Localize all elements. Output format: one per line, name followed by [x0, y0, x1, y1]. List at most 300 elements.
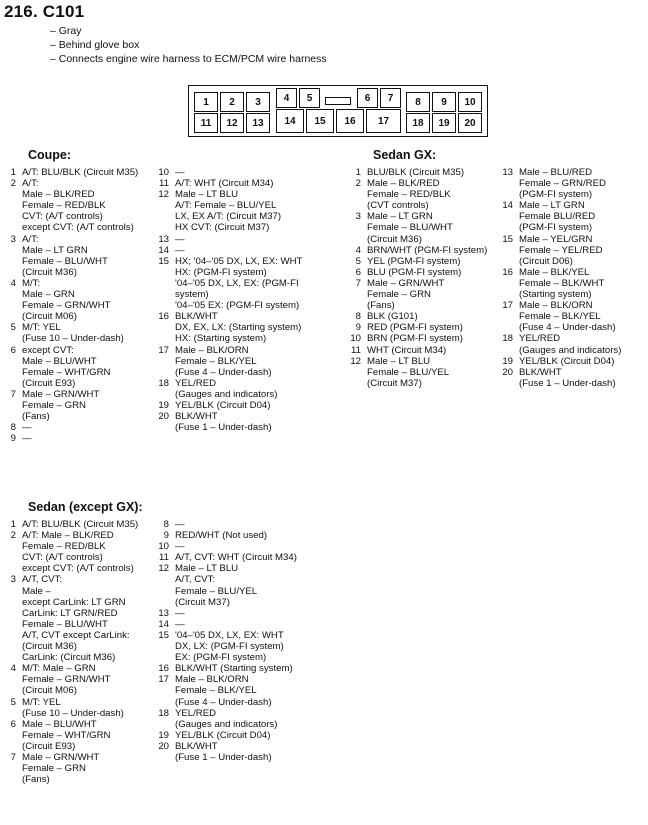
pin-entry	[2, 530, 138, 574]
pin-description	[175, 178, 273, 189]
pin-description	[175, 552, 297, 563]
pin-entry	[499, 356, 621, 367]
pin-description-line: Female – BLK/YEL	[519, 311, 601, 323]
pin-description-line: YEL/BLK (Circuit D04)	[519, 355, 615, 367]
pin-entry	[2, 752, 138, 785]
pin-entry	[2, 663, 138, 696]
pin-entry	[2, 389, 138, 422]
pin-description	[175, 345, 272, 378]
pin-description-line: BRN/WHT (PGM-FI system)	[367, 244, 488, 256]
pin-description	[519, 300, 616, 333]
pin-description	[367, 178, 451, 211]
pin-description	[22, 530, 134, 574]
pin-description	[175, 311, 301, 344]
pin-description-line: (Fuse 4 – Under-dash)	[175, 366, 272, 378]
pin-description-line: (Fuse 1 – Under-dash)	[175, 422, 272, 434]
pin-description	[22, 234, 108, 278]
pin-entry	[2, 574, 138, 663]
pin-description-line: Male – BLK/ORN	[175, 344, 249, 356]
pin-description-line: (Circuit M36)	[367, 233, 422, 245]
pin-description-line: (Circuit E93)	[22, 377, 76, 389]
pin-description-line: Female – BLU/YEL	[175, 585, 258, 597]
coupe-pin-list-1	[2, 167, 138, 444]
pin-description	[367, 278, 444, 311]
pin-description-line: DX, EX, LX: (Starting system)	[175, 322, 302, 334]
pin-entry	[499, 333, 621, 355]
pin-description-line: A/T: Female – BLU/YEL	[175, 200, 277, 212]
pin-entry	[155, 563, 297, 607]
pin-number: 14	[502, 200, 513, 212]
pin-number: 12	[158, 189, 169, 201]
pin-number: 2	[10, 530, 16, 542]
pin-description-line: Male – LT GRN	[367, 211, 433, 223]
pin-number: 16	[158, 663, 169, 675]
pin-number: 17	[158, 674, 169, 686]
pin-8: 8	[406, 92, 430, 112]
pin-description-line: Female – GRN/RED	[519, 178, 606, 190]
pin-description-line: Male – GRN	[22, 289, 75, 301]
pin-description	[519, 367, 616, 389]
pin-description-line: (Fuse 4 – Under-dash)	[519, 322, 616, 334]
pin-description-line: Male – BLU/WHT	[22, 718, 97, 730]
pin-entry	[155, 234, 302, 245]
pin-description	[175, 519, 185, 530]
pin-description-line: (Starting system)	[519, 289, 592, 301]
pin-description-line: Female – GRN/WHT	[22, 674, 111, 686]
pin-number: 3	[10, 233, 16, 245]
pin-entry	[155, 663, 297, 674]
pin-description-line: (PGM-FI system)	[519, 222, 593, 234]
pin-description	[175, 663, 293, 674]
pin-number: 14	[158, 618, 169, 630]
pin-description-line: except CVT: (A/T controls)	[22, 222, 134, 234]
pin-description	[367, 256, 460, 267]
pin-description-line: Female – BLK/WHT	[519, 277, 605, 289]
pin-entry	[155, 167, 302, 178]
pin-description	[367, 211, 453, 244]
pin-description-line: Male – LT GRN	[519, 200, 585, 212]
pin-description-line: Female – WHT/GRN	[22, 366, 111, 378]
pin-description-line: CarLink: LT GRN/RED	[22, 607, 118, 619]
pin-description	[367, 267, 461, 278]
pin-entry	[347, 333, 487, 344]
pin-number: 3	[10, 574, 16, 586]
pin-entry	[155, 730, 297, 741]
pin-description	[367, 333, 463, 344]
pin-description-line: Male – LT GRN	[22, 244, 88, 256]
pin-description-line: YEL/BLK (Circuit D04)	[175, 399, 271, 411]
pin-description-line: Male – BLK/YEL	[519, 266, 590, 278]
pin-description	[175, 245, 185, 256]
pin-description-line: —	[175, 519, 185, 530]
pin-3: 3	[246, 92, 270, 112]
connector-key	[325, 97, 351, 105]
pin-description-line: Male – BLK/RED	[22, 189, 95, 201]
pin-number: 19	[502, 355, 513, 367]
pin-description-line: system)	[175, 289, 209, 301]
pin-description-line: Female – GRN	[367, 289, 431, 301]
pin-entry	[347, 245, 487, 256]
pin-description-line: (CVT controls)	[367, 200, 429, 212]
pin-number: 18	[158, 377, 169, 389]
pin-description-line: —	[22, 433, 32, 445]
pin-entry	[347, 322, 487, 333]
pin-entry	[499, 367, 621, 389]
pin-description-line: Female – RED/BLK	[367, 189, 451, 201]
pin-entry	[155, 619, 297, 630]
pin-description-line: YEL (PGM-FI system)	[367, 255, 461, 267]
pin-number: 4	[355, 244, 361, 256]
pin-description-line: BLU/BLK (Circuit M35)	[367, 167, 465, 178]
pin-number: 19	[158, 399, 169, 411]
pin-number: 16	[158, 311, 169, 323]
pin-description-line: CVT: (A/T controls)	[22, 552, 103, 564]
pin-description-line: (Circuit M36)	[22, 641, 77, 653]
pin-number: 7	[10, 388, 16, 400]
pin-entry	[155, 708, 297, 730]
pin-number: 11	[351, 344, 361, 356]
pin-description-line: M/T: YEL	[22, 696, 61, 708]
sedan-except-gx-pin-list-2	[155, 519, 297, 763]
pin-description-line: '04–'05 EX: (PGM-FI system)	[175, 300, 300, 312]
pin-description-line: BLK/WHT	[175, 311, 218, 323]
pin-6: 6	[357, 88, 378, 108]
pin-description-line: HX: (Starting system)	[175, 333, 267, 345]
pin-description	[22, 433, 32, 444]
section-title-coupe: Coupe:	[28, 148, 72, 162]
pin-entry	[347, 278, 487, 311]
pin-entry	[499, 300, 621, 333]
pin-number: 13	[158, 233, 169, 245]
pin-description-line: Female – YEL/RED	[519, 244, 603, 256]
pin-description-line: YEL/RED	[175, 707, 217, 719]
pin-description-line: except CarLink: LT GRN	[22, 596, 126, 608]
pin-description-line: (Circuit M37)	[367, 377, 422, 389]
pin-description	[22, 519, 138, 530]
pin-number: 3	[355, 211, 361, 223]
pin-number: 10	[158, 167, 169, 178]
pin-description-line: RED (PGM-FI system)	[367, 322, 463, 334]
pin-entry	[155, 245, 302, 256]
pin-description-line: BLU (PGM-FI system)	[367, 266, 462, 278]
pin-description	[175, 189, 281, 233]
pin-description-line: (Circuit D06)	[519, 255, 573, 267]
pin-description	[519, 333, 621, 355]
pin-18: 18	[406, 113, 430, 133]
pin-entry	[2, 519, 138, 530]
pin-number: 15	[158, 255, 169, 267]
pin-description-line: Male – GRN/WHT	[22, 751, 100, 763]
pin-number: 4	[10, 663, 16, 675]
pin-entry	[155, 541, 297, 552]
pin-description-line: BRN (PGM-FI system)	[367, 333, 463, 345]
pin-number: 11	[159, 552, 169, 564]
pin-description-line: HX CVT: (Circuit M37)	[175, 222, 270, 234]
pin-description-line: Male – LT BLU	[367, 355, 431, 367]
pin-number: 20	[158, 411, 169, 423]
pin-description	[519, 356, 614, 367]
pin-entry	[347, 256, 487, 267]
pin-description	[175, 741, 272, 763]
pin-entry	[155, 378, 302, 400]
section-title-sedan-gx: Sedan GX:	[373, 148, 437, 162]
pin-number: 1	[10, 519, 16, 530]
pin-description	[519, 267, 604, 300]
pin-description	[22, 752, 99, 785]
pin-description-line: BLK/WHT (Starting system)	[175, 663, 293, 675]
pin-description	[22, 278, 111, 322]
pin-description-line: RED/WHT (Not used)	[175, 530, 268, 542]
pin-entry	[2, 178, 138, 233]
pin-description-line: YEL/RED	[175, 377, 217, 389]
pin-9: 9	[432, 92, 456, 112]
pin-description	[175, 563, 257, 607]
pin-description-line: LX, EX A/T: (Circuit M37)	[175, 211, 282, 223]
pin-entry	[155, 608, 297, 619]
pin-description-line: Male –	[22, 585, 51, 597]
pin-entry	[347, 311, 487, 322]
pin-entry	[155, 741, 297, 763]
pin-description-line: —	[175, 618, 185, 630]
pin-entry	[499, 267, 621, 300]
pin-number: 1	[355, 167, 361, 178]
pin-description	[519, 234, 603, 267]
pin-description-line: Female – RED/BLK	[22, 541, 106, 553]
pin-description-line: EX: (PGM-FI system)	[175, 652, 267, 664]
pin-description	[175, 608, 185, 619]
pin-number: 1	[10, 167, 16, 178]
pin-entry	[155, 311, 302, 344]
pin-description-line: M/T: YEL	[22, 322, 61, 334]
pin-entry	[155, 400, 302, 411]
pin-number: 16	[502, 266, 513, 278]
pin-description-line: YEL/BLK (Circuit D04)	[175, 729, 271, 741]
pin-description-line: A/T: Male – BLK/RED	[22, 530, 114, 542]
section-title-sedan-except-gx: Sedan (except GX):	[28, 500, 143, 514]
pin-number: 17	[502, 300, 513, 312]
pin-description-line: (Circuit M36)	[22, 266, 77, 278]
pin-entry	[2, 278, 138, 322]
pin-5: 5	[299, 88, 320, 108]
pin-description	[175, 256, 302, 311]
pin-description-line: Female – WHT/GRN	[22, 729, 111, 741]
pin-number: 5	[10, 322, 16, 334]
pin-number: 10	[158, 541, 169, 553]
pin-description-line: (Circuit M06)	[22, 685, 77, 697]
pin-description-line: except CVT: (A/T controls)	[22, 563, 134, 575]
pin-description-line: Female – BLK/YEL	[175, 355, 257, 367]
pin-description-line: Female – BLU/WHT	[367, 222, 453, 234]
pin-number: 5	[355, 255, 361, 267]
coupe-pin-list-2	[155, 167, 302, 433]
pin-description	[22, 178, 134, 233]
pin-description-line: Female – BLK/YEL	[175, 685, 257, 697]
pin-entry	[155, 630, 297, 663]
pin-description	[22, 663, 111, 696]
pin-description-line: (Fans)	[22, 774, 50, 786]
pin-number: 10	[350, 333, 361, 345]
pin-description	[175, 541, 185, 552]
pin-description	[175, 167, 185, 178]
pin-description-line: HX: (PGM-FI system)	[175, 266, 267, 278]
pin-description-line: A/T, CVT: WHT (Circuit M34)	[175, 552, 297, 564]
sedan-gx-pin-list-1	[347, 167, 487, 389]
pin-number: 2	[10, 178, 16, 190]
pin-description	[367, 322, 463, 333]
pin-number: 20	[502, 366, 513, 378]
pin-entry	[2, 697, 138, 719]
pin-description-line: Female – GRN	[22, 763, 86, 775]
pin-description-line: M/T: Male – GRN	[22, 663, 96, 675]
pin-description-line: —	[175, 233, 185, 245]
pin-entry	[155, 256, 302, 311]
pin-description-line: BLK/WHT	[519, 366, 562, 378]
pin-description	[175, 530, 267, 541]
pin-description	[22, 167, 138, 178]
pin-description-line: Male – GRN/WHT	[22, 388, 100, 400]
pin-20: 20	[458, 113, 482, 133]
pin-19: 19	[432, 113, 456, 133]
pin-description	[367, 311, 418, 322]
pin-description-line: A/T: BLU/BLK (Circuit M35)	[22, 167, 139, 178]
pin-description-line: '04–'05 DX, LX, EX: (PGM-FI	[175, 277, 299, 289]
pin-description	[22, 322, 124, 344]
pin-number: 8	[10, 422, 16, 434]
pin-description-line: HX; '04–'05 DX, LX, EX: WHT	[175, 255, 303, 267]
pin-11: 11	[194, 113, 218, 133]
pin-description-line: Male – BLU/WHT	[22, 355, 97, 367]
pin-number: 2	[355, 178, 361, 190]
pin-description	[367, 345, 446, 356]
pin-description-line: DX, LX: (PGM-FI system)	[175, 641, 284, 653]
pin-description-line: (Fuse 1 – Under-dash)	[175, 751, 272, 763]
pin-number: 14	[158, 244, 169, 256]
pin-entry	[155, 674, 297, 707]
pin-15: 15	[306, 109, 334, 133]
pin-entry	[155, 178, 302, 189]
pin-description-line: —	[175, 541, 185, 553]
pin-description-line: A/T, CVT except CarLink:	[22, 629, 130, 641]
pin-description-line: except CVT:	[22, 344, 74, 356]
pin-description	[22, 697, 124, 719]
pin-entry	[2, 167, 138, 178]
pin-entry	[2, 345, 138, 389]
pin-description-line: (Fuse 10 – Under-dash)	[22, 707, 124, 719]
pin-number: 19	[158, 729, 169, 741]
pin-description	[519, 167, 606, 200]
pin-description-line: Female – BLU/WHT	[22, 255, 108, 267]
pin-description-line: —	[175, 607, 185, 619]
pin-entry	[347, 267, 487, 278]
pin-description	[22, 574, 130, 663]
pin-entry	[2, 719, 138, 752]
pin-description-line: (Fuse 1 – Under-dash)	[519, 377, 616, 389]
pin-number: 7	[355, 277, 361, 289]
pin-description	[175, 378, 277, 400]
pin-12: 12	[220, 113, 244, 133]
pin-number: 5	[10, 696, 16, 708]
pin-number: 9	[10, 433, 16, 445]
pin-description-line: A/T:	[22, 233, 39, 245]
pin-description-line: CVT: (A/T controls)	[22, 211, 103, 223]
pin-description-line: BLK/WHT	[175, 740, 218, 752]
note-color: – Gray	[50, 25, 82, 37]
pin-1: 1	[194, 92, 218, 112]
pin-13: 13	[246, 113, 270, 133]
pin-description-line: (Fans)	[367, 300, 395, 312]
pin-description-line: —	[175, 244, 185, 256]
pin-4: 4	[276, 88, 297, 108]
pin-description-line: BLK (G101)	[367, 311, 418, 323]
pin-entry	[347, 345, 487, 356]
pin-description-line: —	[175, 167, 185, 178]
pin-description	[519, 200, 595, 233]
pin-number: 13	[502, 167, 513, 178]
pin-description-line: —	[22, 422, 32, 434]
pin-description-line: Male – BLK/RED	[367, 178, 440, 190]
pin-number: 9	[163, 530, 169, 542]
pin-description-line: Female – GRN	[22, 399, 86, 411]
pin-entry	[155, 519, 297, 530]
pin-number: 12	[158, 563, 169, 575]
pin-number: 8	[163, 519, 169, 530]
pin-number: 17	[158, 344, 169, 356]
pin-description-line: Male – GRN/WHT	[367, 277, 445, 289]
pin-number: 6	[355, 266, 361, 278]
pin-description	[367, 167, 464, 178]
pin-number: 12	[350, 355, 361, 367]
pin-entry	[155, 552, 297, 563]
pin-entry	[347, 356, 487, 389]
pin-entry	[347, 178, 487, 211]
pin-number: 9	[355, 322, 361, 334]
pin-description-line: (Circuit M37)	[175, 596, 230, 608]
pin-entry	[499, 167, 621, 200]
pin-2: 2	[220, 92, 244, 112]
pin-number: 13	[158, 607, 169, 619]
pin-description	[22, 389, 99, 422]
sedan-gx-pin-list-2	[499, 167, 621, 389]
pin-description-line: A/T, CVT:	[175, 574, 215, 586]
note-connection: – Connects engine wire harness to ECM/PCM wire harness	[50, 53, 327, 65]
pin-description	[175, 234, 185, 245]
pin-description-line: (Circuit E93)	[22, 740, 76, 752]
pin-description-line: A/T: BLU/BLK (Circuit M35)	[22, 519, 139, 530]
pin-number: 18	[158, 707, 169, 719]
pin-description-line: (PGM-FI system)	[519, 189, 593, 201]
pin-description	[367, 245, 487, 256]
pin-number: 6	[10, 718, 16, 730]
pin-description-line: '04–'05 DX, LX, EX: WHT	[175, 629, 284, 641]
pin-number: 11	[159, 178, 169, 190]
pin-description-line: (Fuse 10 – Under-dash)	[22, 333, 124, 345]
pin-description-line: BLK/WHT	[175, 411, 218, 423]
pin-description-line: Female – GRN/WHT	[22, 300, 111, 312]
pin-17: 17	[366, 109, 401, 133]
pin-description-line: Male – BLK/ORN	[519, 300, 593, 312]
pin-description	[22, 719, 111, 752]
pin-14: 14	[276, 109, 304, 133]
pin-number: 15	[158, 629, 169, 641]
pin-entry	[155, 189, 302, 233]
pin-description	[175, 708, 277, 730]
pin-description-line: Female – BLU/WHT	[22, 618, 108, 630]
pin-description-line: (Circuit M06)	[22, 311, 77, 323]
pin-description-line: Male – BLU/RED	[519, 167, 593, 178]
pin-description	[175, 674, 272, 707]
pin-entry	[2, 433, 138, 444]
pin-entry	[347, 211, 487, 244]
